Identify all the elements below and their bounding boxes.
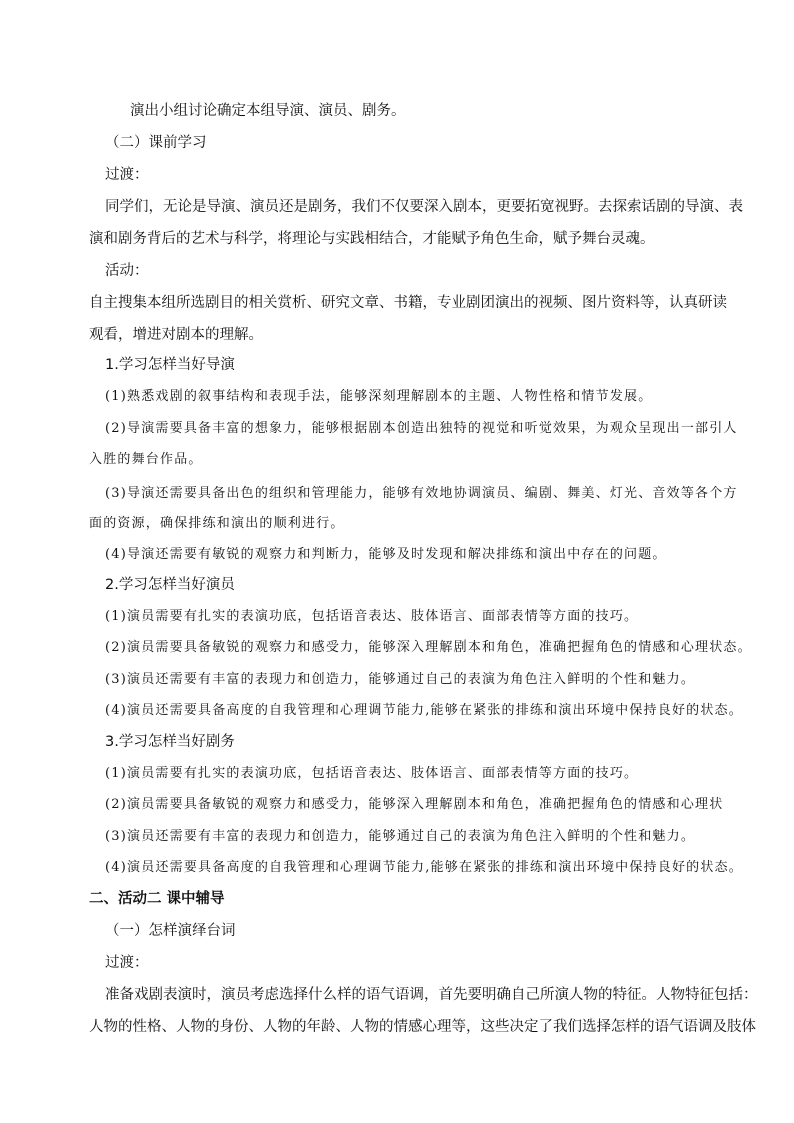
list-item: (2)导演需要具备丰富的想象力，能够根据剧本创造出独特的视觉和听觉效果，为观众呈现出一部引人: [105, 421, 738, 436]
paragraph-line: 活动：: [105, 263, 149, 279]
paragraph-line: 演和剧务背后的艺术与科学，将理论与实践相结合，才能赋予角色生命，赋予舞台灵魂。: [89, 231, 655, 247]
subsection-heading: 2.学习怎样当好演员: [105, 577, 235, 593]
list-item: (2)演员需要具备敏锐的观察力和感受力，能够深入理解剧本和角色，准确把握角色的情感和心理状态。: [105, 640, 752, 655]
list-item: (3)导演还需要具备出色的组织和管理能力，能够有效地协调演员、编剧、舞美、灯光、音效等各个方: [105, 486, 738, 501]
paragraph-line: 人物的性格、人物的身份、人物的年龄、人物的情感心理等，这些决定了我们选择怎样的语气语调及肢体: [89, 1019, 756, 1035]
subsection-heading: 3.学习怎样当好剧务: [105, 734, 235, 750]
paragraph-line: 自主搜集本组所选剧目的相关赏析、研究文章、书籍，专业剧团演出的视频、图片资料等，认真研读: [89, 295, 727, 311]
list-item-continued: 入胜的舞台作品。: [89, 452, 203, 467]
paragraph-line: 过渡：: [105, 167, 149, 183]
subsection-heading: （一）怎样演绎台词: [105, 923, 236, 939]
section-heading: 二、活动二 课中辅导: [89, 891, 225, 907]
list-item: (1)熟悉戏剧的叙事结构和表现手法，能够深刻理解剧本的主题、人物性格和情节发展。: [105, 389, 653, 404]
list-item: (1)演员需要有扎实的表演功底，包括语音表达、肢体语言、面部表情等方面的技巧。: [105, 609, 639, 624]
list-item: (1)演员需要有扎实的表演功底，包括语音表达、肢体语言、面部表情等方面的技巧。: [105, 766, 639, 781]
paragraph-line: 同学们，无论是导演、演员还是剧务，我们不仅要深入剧本，更要拓宽视野。去探索话剧的导演、表: [105, 199, 743, 215]
paragraph-line: 演出小组讨论确定本组导演、演员、剧务。: [130, 103, 406, 119]
list-item: (4)演员还需要具备高度的自我管理和心理调节能力,能够在紧张的排练和演出环境中保持良好的状态。: [105, 860, 743, 875]
section-heading: （二）课前学习: [105, 135, 207, 151]
list-item: (3)演员还需要有丰富的表现力和创造力，能够通过自己的表演为角色注入鲜明的个性和魅力。: [105, 672, 696, 687]
list-item: (3)演员还需要有丰富的表现力和创造力，能够通过自己的表演为角色注入鲜明的个性和魅力。: [105, 829, 696, 844]
list-item: (4)导演还需要有敏锐的观察力和判断力，能够及时发现和解决排练和演出中存在的问题。: [105, 547, 667, 562]
list-item: (2)演员需要具备敏锐的观察力和感受力，能够深入理解剧本和角色，准确把握角色的情感和心理状: [105, 797, 724, 812]
paragraph-line: 过渡：: [105, 955, 149, 971]
paragraph-line: 准备戏剧表演时，演员考虑选择什么样的语气语调，首先要明确自己所演人物的特征。人物特征包括：: [105, 987, 758, 1003]
subsection-heading: 1.学习怎样当好导演: [105, 357, 235, 373]
list-item-continued: 面的资源，确保排练和演出的顺利进行。: [89, 516, 345, 531]
list-item: (4)演员还需要具备高度的自我管理和心理调节能力,能够在紧张的排练和演出环境中保持良好的状态。: [105, 703, 743, 718]
paragraph-line: 观看，增进对剧本的理解。: [89, 327, 263, 343]
